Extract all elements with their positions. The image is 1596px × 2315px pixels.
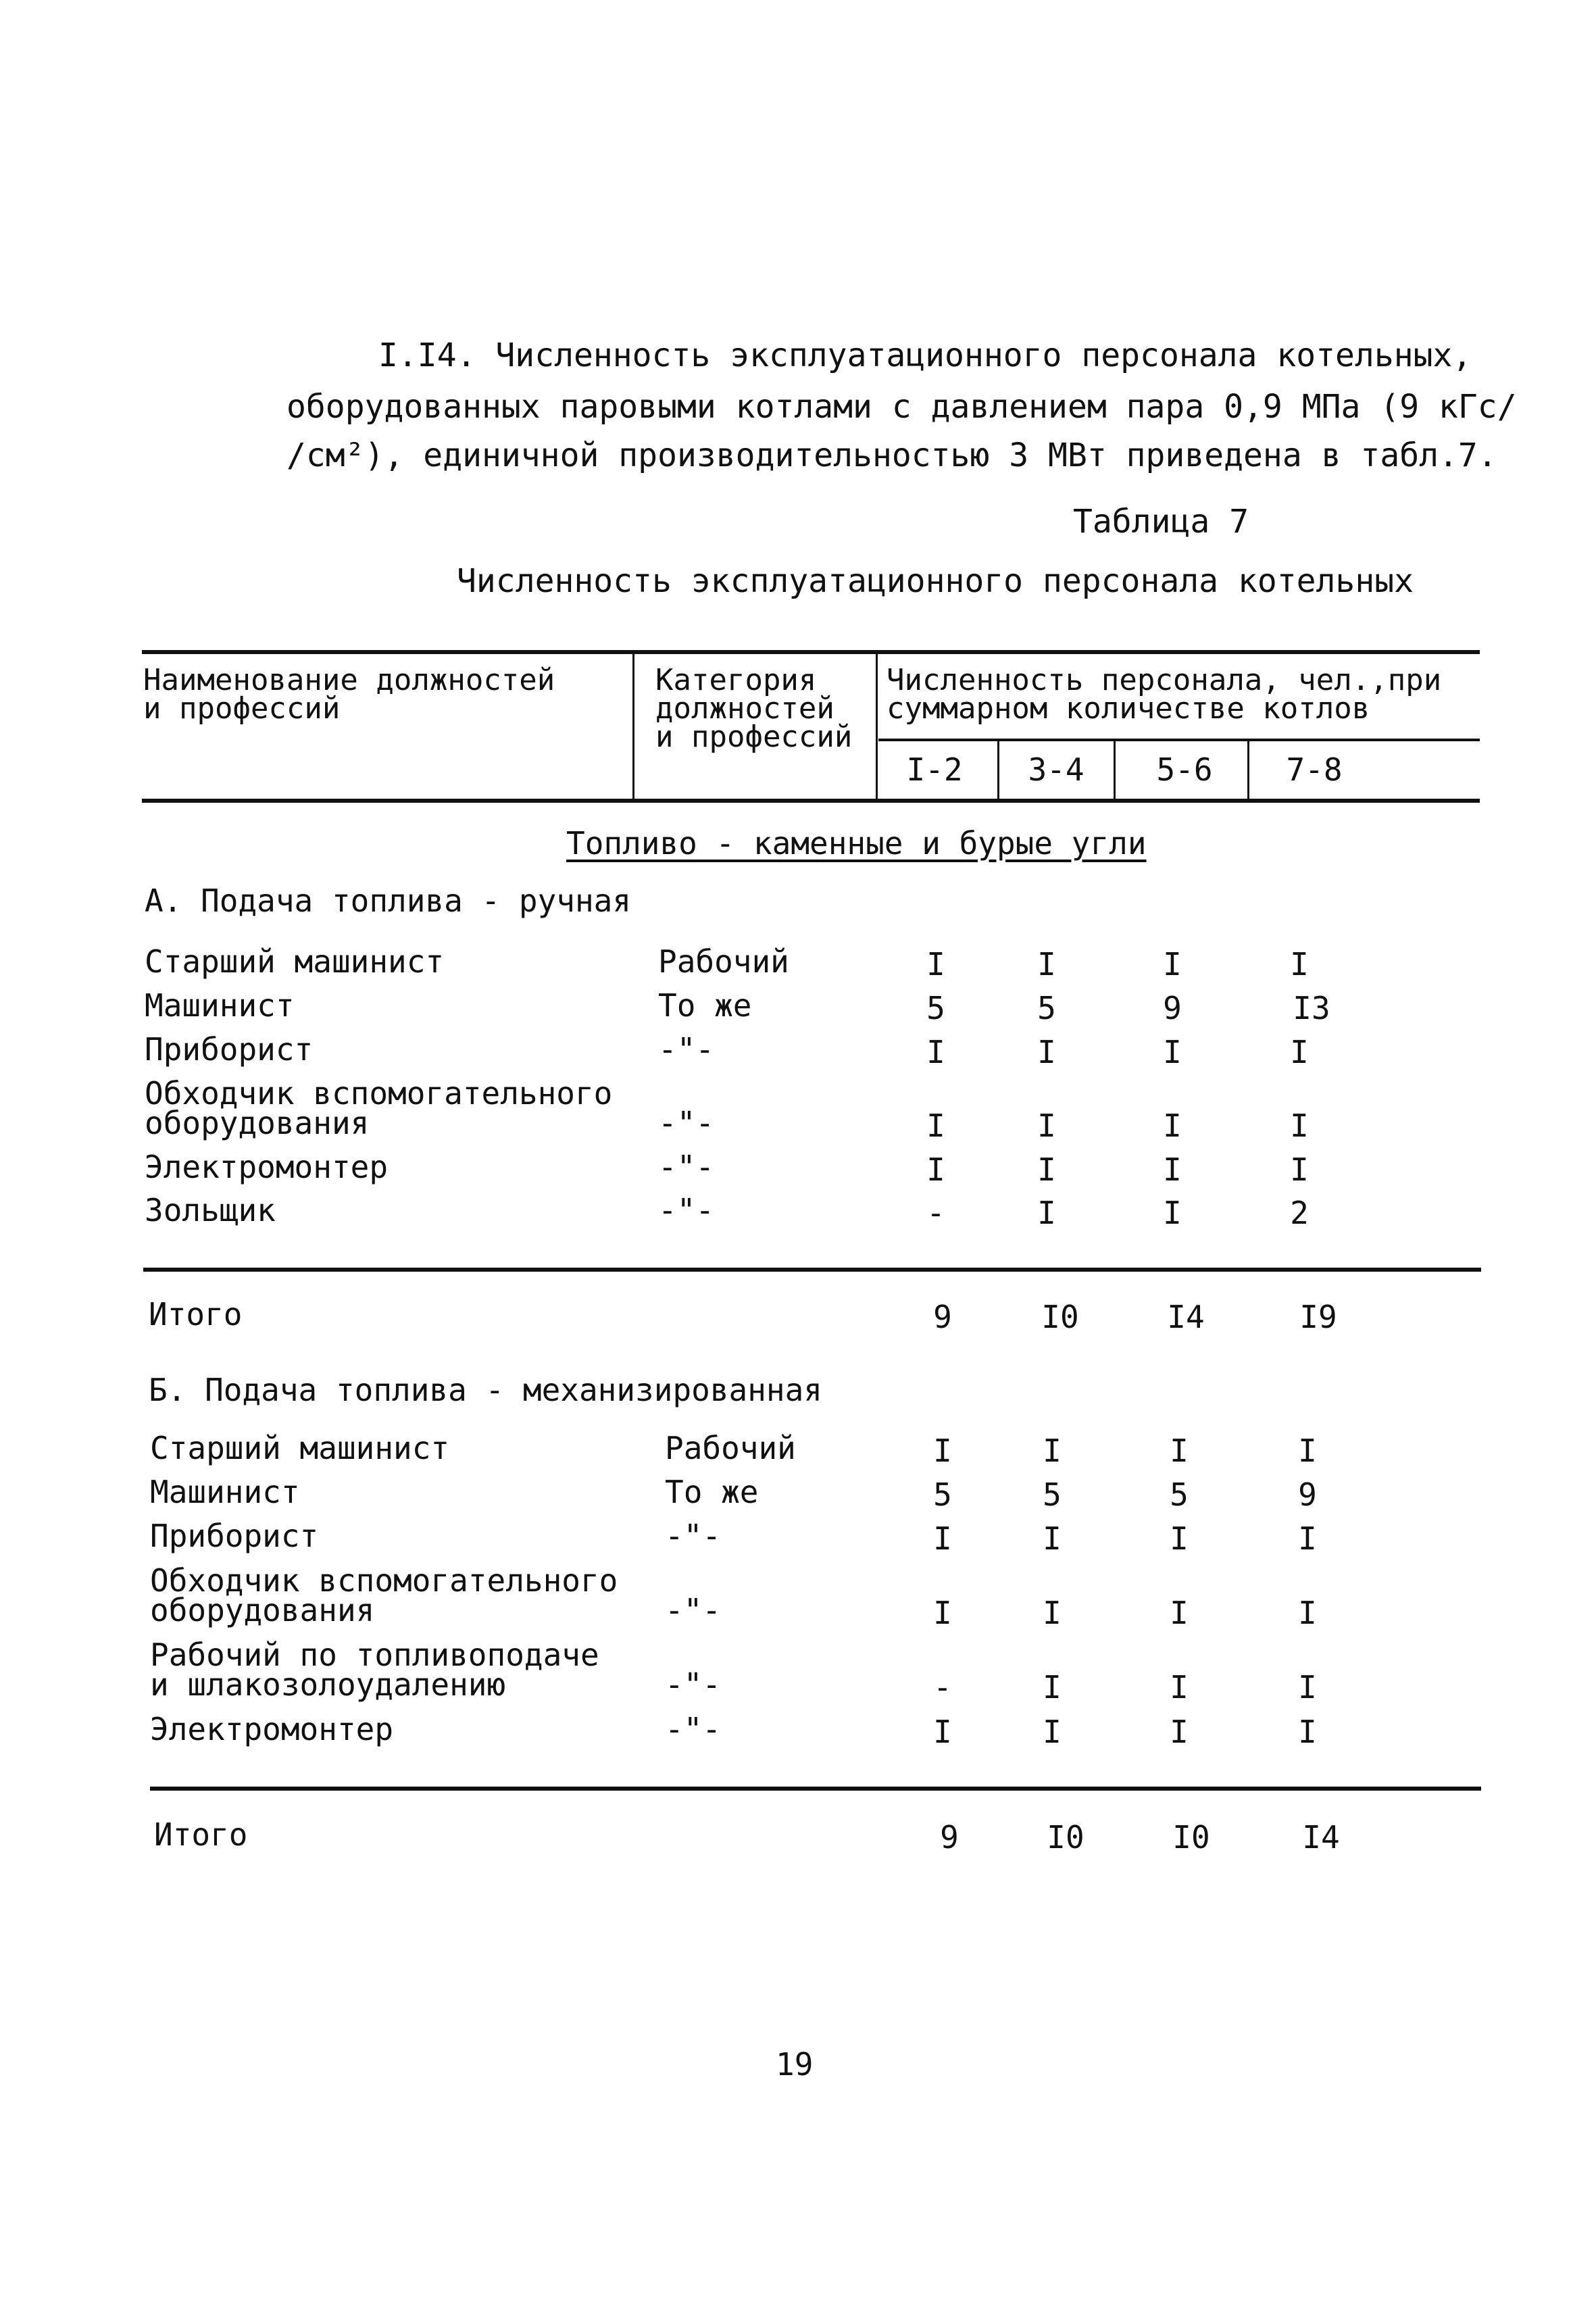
header-sub-1: I-2	[906, 751, 963, 788]
header-col3-line2: суммарном количестве котлов	[887, 691, 1370, 726]
row-value: 5	[1043, 1476, 1062, 1513]
row-value: I3	[1293, 990, 1330, 1026]
total-value: 9	[933, 1299, 952, 1335]
row-value: I	[1037, 1151, 1056, 1188]
header-sub-2: 3-4	[1028, 751, 1084, 788]
header-top-rule	[142, 650, 1480, 654]
row-value: I	[933, 1433, 952, 1469]
section-a-title: А. Подача топлива - ручная	[145, 882, 632, 919]
header-sub-rule	[878, 739, 1480, 741]
header-sub-divider-3	[1247, 741, 1249, 800]
row-value: I	[1163, 1151, 1182, 1188]
header-vdivider-2	[876, 654, 878, 800]
row-value: 5	[933, 1476, 952, 1513]
row-value: I	[1298, 1520, 1317, 1557]
row-value: I	[1037, 1107, 1056, 1144]
total-label: Итого	[154, 1816, 248, 1853]
row-value: I	[1170, 1595, 1189, 1631]
row-value: I	[1298, 1595, 1317, 1631]
row-name: Старший машинист	[150, 1430, 450, 1466]
row-value: I	[933, 1520, 952, 1557]
row-category: -"-	[658, 1105, 715, 1141]
row-value: -	[933, 1669, 952, 1706]
header-sub-divider-2	[1114, 741, 1116, 800]
row-value: I	[1043, 1595, 1062, 1631]
row-name: Рабочий по топливоподаче	[150, 1637, 599, 1673]
row-value: I	[1163, 1195, 1182, 1231]
row-category: -"-	[658, 1031, 715, 1068]
header-col2-line3: и профессий	[655, 720, 853, 754]
header-sub-3: 5-6	[1156, 751, 1213, 788]
fuel-heading: Топливо - каменные и бурые угли	[566, 825, 1147, 862]
row-value: I	[1170, 1433, 1189, 1469]
row-category: То же	[658, 987, 752, 1024]
total-value: I0	[1172, 1819, 1210, 1856]
row-value: 5	[926, 990, 945, 1026]
table-title: Численность эксплуатационного персонала котельных	[457, 562, 1414, 600]
row-value: 9	[1298, 1476, 1317, 1513]
row-value: I	[1043, 1669, 1062, 1706]
row-category: -"-	[665, 1518, 722, 1554]
total-value: I9	[1299, 1299, 1337, 1335]
total-label: Итого	[149, 1296, 243, 1333]
row-value: I	[926, 1151, 945, 1188]
row-value: I	[1170, 1714, 1189, 1750]
row-value: -	[926, 1195, 945, 1231]
row-value: I	[1290, 1151, 1309, 1188]
total-value: I4	[1167, 1299, 1205, 1335]
row-value: I	[1298, 1714, 1317, 1750]
row-value: I	[926, 1034, 945, 1070]
row-name: Приборист	[150, 1518, 319, 1554]
row-value: 5	[1170, 1476, 1189, 1513]
header-col3-line1: Численность персонала, чел.,при	[887, 663, 1442, 697]
row-name-line2: оборудования	[150, 1592, 375, 1628]
row-name: Обходчик вспомогательного	[145, 1075, 613, 1112]
row-name: Машинист	[145, 987, 295, 1024]
row-value: I	[1037, 946, 1056, 982]
row-category: -"-	[665, 1592, 722, 1628]
section-b-total-rule	[150, 1787, 1481, 1791]
intro-line-1: I.I4. Численность эксплуатационного персонала котельных,	[378, 337, 1472, 374]
header-col1-line1: Наименование должностей	[143, 663, 555, 697]
header-col1-line2: и профессий	[143, 691, 341, 726]
row-name: Приборист	[145, 1031, 314, 1068]
row-name: Обходчик вспомогательного	[150, 1562, 618, 1599]
row-value: I	[1043, 1714, 1062, 1750]
row-category: Рабочий	[658, 943, 789, 980]
section-b-title: Б. Подача топлива - механизированная	[149, 1372, 822, 1408]
total-value: 9	[940, 1819, 959, 1856]
section-a-total-rule	[143, 1268, 1481, 1272]
row-name-line2: оборудования	[145, 1105, 370, 1141]
row-name: Старший машинист	[145, 943, 445, 980]
row-value: I	[1298, 1669, 1317, 1706]
header-sub-divider-1	[997, 741, 999, 800]
row-category: Рабочий	[665, 1430, 796, 1466]
row-category: -"-	[658, 1149, 715, 1185]
row-category: То же	[665, 1474, 759, 1510]
table-label: Таблица 7	[1073, 503, 1249, 541]
row-value: I	[1037, 1034, 1056, 1070]
row-value: I	[1037, 1195, 1056, 1231]
row-name-line2: и шлакозолоудалению	[150, 1666, 506, 1703]
total-value: I0	[1041, 1299, 1079, 1335]
row-category: -"-	[665, 1666, 722, 1703]
row-value: I	[1043, 1520, 1062, 1557]
row-value: I	[1290, 946, 1309, 982]
header-col2-line1: Категория	[655, 663, 817, 697]
row-value: 9	[1163, 990, 1182, 1026]
intro-line-2: оборудованных паровыми котлами с давлением пара 0,9 МПа (9 кГс/	[286, 388, 1517, 426]
row-value: I	[1298, 1433, 1317, 1469]
row-name: Электромонтер	[145, 1149, 389, 1185]
total-value: I0	[1047, 1819, 1084, 1856]
header-col2-line2: должностей	[655, 691, 834, 726]
intro-line-3: /см²), единичной производительностью 3 МВт приведена в табл.7.	[286, 437, 1497, 474]
row-name: Зольщик	[145, 1192, 276, 1228]
row-category: -"-	[665, 1711, 722, 1747]
total-value: I4	[1302, 1819, 1340, 1856]
row-value: I	[1163, 1107, 1182, 1144]
page-number: 19	[776, 2046, 814, 2083]
row-value: I	[1163, 1034, 1182, 1070]
row-value: I	[1170, 1520, 1189, 1557]
header-vdivider-1	[632, 654, 634, 800]
row-value: 2	[1290, 1195, 1309, 1231]
row-value: 5	[1037, 990, 1056, 1026]
row-value: I	[1043, 1433, 1062, 1469]
row-value: I	[933, 1595, 952, 1631]
row-name: Машинист	[150, 1474, 300, 1510]
row-value: I	[1290, 1107, 1309, 1144]
row-category: -"-	[658, 1192, 715, 1228]
row-value: I	[933, 1714, 952, 1750]
row-value: I	[926, 946, 945, 982]
row-name: Электромонтер	[150, 1711, 394, 1747]
header-sub-4: 7-8	[1286, 751, 1343, 788]
row-value: I	[926, 1107, 945, 1144]
row-value: I	[1163, 946, 1182, 982]
row-value: I	[1290, 1034, 1309, 1070]
row-value: I	[1170, 1669, 1189, 1706]
header-bottom-rule	[142, 799, 1480, 803]
